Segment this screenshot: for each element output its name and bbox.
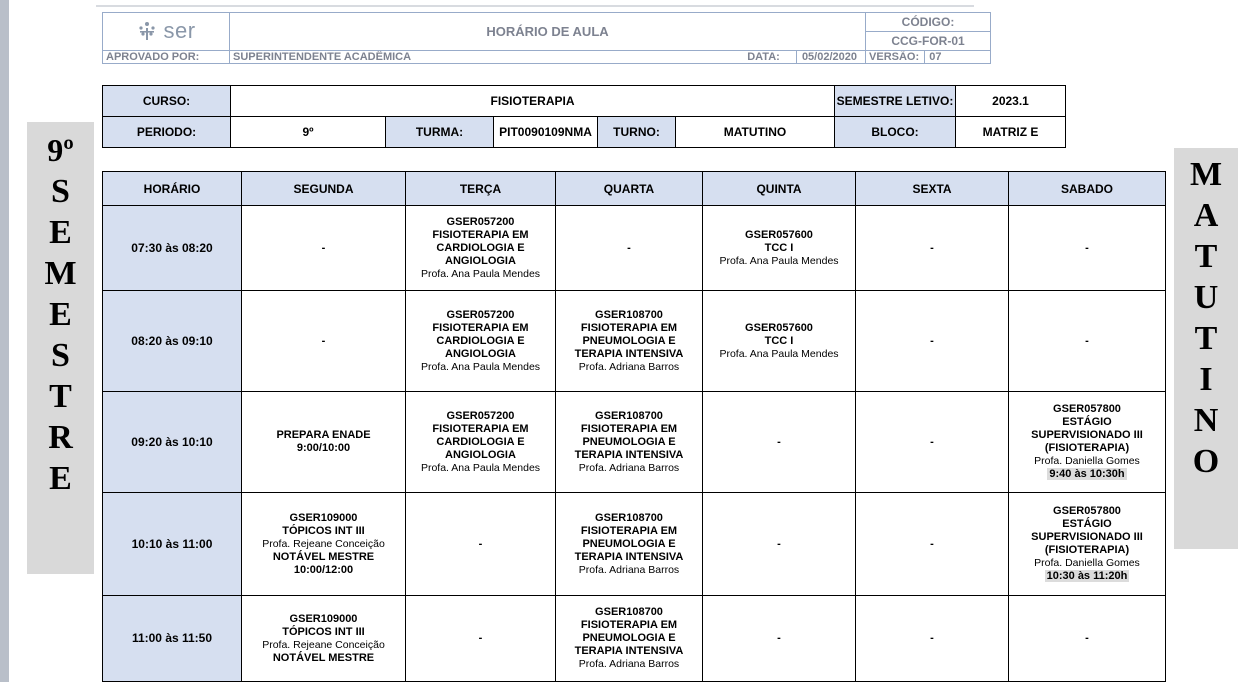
course-label: CURSO: <box>103 86 231 117</box>
professor-name: Profa. Adriana Barros <box>578 360 680 373</box>
cell-wednesday <box>556 291 703 392</box>
schedule-table <box>102 171 1166 682</box>
banner-letter: M <box>1189 156 1223 193</box>
document-header <box>102 12 991 64</box>
col-header-monday: SEGUNDA <box>242 172 406 206</box>
cell-friday: - <box>856 291 1009 392</box>
course-name-line: PNEUMOLOGIA E <box>582 537 676 550</box>
cell-friday: - <box>856 596 1009 682</box>
cell-saturday: - <box>1009 596 1166 682</box>
course-name-line: PNEUMOLOGIA E <box>582 334 676 347</box>
course-name-line: CARDIOLOGIA E <box>436 241 525 254</box>
cell-thursday: - <box>703 596 856 682</box>
course-value: FISIOTERAPIA <box>231 86 835 117</box>
period-value: 9º <box>231 117 386 148</box>
course-code: GSER057600 <box>745 321 813 334</box>
cell-tuesday <box>406 206 556 291</box>
banner-letter: S <box>51 337 70 374</box>
course-name-line: TERAPIA INTENSIVA <box>574 448 684 461</box>
code-value: CCG-FOR-01 <box>866 32 991 51</box>
semester-label: SEMESTRE LETIVO: <box>835 86 956 117</box>
block-value: MATRIZ E <box>956 117 1066 148</box>
professor-name: Profa. Ana Paula Mendes <box>719 347 839 360</box>
time-slot: 08:20 às 09:10 <box>103 291 242 392</box>
banner-letter: 9º <box>47 132 74 168</box>
col-header-tuesday: TERÇA <box>406 172 556 206</box>
time-slot: 10:10 às 11:00 <box>103 493 242 596</box>
cell-tuesday <box>406 291 556 392</box>
course-name-line: FISIOTERAPIA EM <box>580 524 678 537</box>
col-header-wednesday: QUARTA <box>556 172 703 206</box>
banner-letter: T <box>49 378 72 415</box>
window-edge <box>0 0 9 682</box>
table-row <box>103 291 1166 392</box>
time-slot: 07:30 às 08:20 <box>103 206 242 291</box>
banner-letter: M <box>44 255 77 292</box>
course-name-line: TERAPIA INTENSIVA <box>574 645 684 657</box>
professor-name: Profa. Adriana Barros <box>578 658 680 670</box>
approved-value <box>230 51 866 64</box>
cell-monday <box>242 493 406 596</box>
program-name: NOTÁVEL MESTRE <box>272 550 375 563</box>
cell-monday <box>242 392 406 493</box>
activity-name: PREPARA ENADE <box>276 429 371 441</box>
banner-letter: R <box>48 419 73 456</box>
cell-wednesday <box>556 596 703 682</box>
professor-name: Profa. Ana Paula Mendes <box>420 267 541 280</box>
course-name-line: TERAPIA INTENSIVA <box>574 550 684 563</box>
cell-saturday <box>1009 493 1166 596</box>
table-row <box>103 392 1166 493</box>
course-name-line: FISIOTERAPIA EM <box>432 228 529 241</box>
course-name-line: ESTÁGIO <box>1062 518 1112 530</box>
course-name-line: FISIOTERAPIA EM <box>580 321 678 334</box>
shift-value: MATUTINO <box>676 117 835 148</box>
cell-saturday <box>1009 392 1166 493</box>
professor-name: Profa. Ana Paula Mendes <box>420 360 541 373</box>
logo-cell <box>103 13 230 51</box>
banner-letter: U <box>1193 279 1219 316</box>
course-code: GSER108700 <box>595 606 663 618</box>
schedule-header-row <box>103 172 1166 206</box>
activity-time: 10:00/12:00 <box>293 563 354 576</box>
table-row <box>103 206 1166 291</box>
semester-banner <box>27 122 94 574</box>
course-code: GSER057800 <box>1053 403 1121 415</box>
table-row <box>103 596 1166 682</box>
cell-wednesday <box>556 392 703 493</box>
activity-time: 9:00/10:00 <box>296 442 351 454</box>
approved-label: APROVADO POR: <box>103 51 230 64</box>
logo-text: ser <box>163 18 196 43</box>
logo-mark-icon <box>136 20 158 42</box>
course-code: GSER108700 <box>595 511 663 524</box>
date-value: 05/02/2020 <box>796 51 857 63</box>
cell-tuesday: - <box>406 596 556 682</box>
cell-friday: - <box>856 206 1009 291</box>
professor-name: Profa. Ana Paula Mendes <box>420 461 541 474</box>
professor-name: Profa. Rejeane Conceição <box>262 638 385 651</box>
course-name-line: PNEUMOLOGIA E <box>582 632 676 644</box>
course-name-line: CARDIOLOGIA E <box>436 334 525 347</box>
approved-by-text: SUPERINTENDENTE ACADÊMICA <box>233 51 412 63</box>
course-code: GSER057800 <box>1053 505 1121 517</box>
cell-thursday <box>703 291 856 392</box>
course-name-line: ANGIOLOGIA <box>445 347 516 360</box>
course-code: GSER109000 <box>289 511 358 524</box>
course-code: GSER109000 <box>289 612 358 625</box>
col-header-thursday: QUINTA <box>703 172 856 206</box>
course-name-line: (FISIOTERAPIA) <box>1044 544 1130 556</box>
professor-name: Profa. Adriana Barros <box>578 563 680 576</box>
course-name-line: ESTÁGIO <box>1062 416 1112 428</box>
banner-letter: E <box>49 214 72 251</box>
course-name-line: TCC I <box>764 241 794 254</box>
course-name-line: FISIOTERAPIA EM <box>432 422 529 435</box>
cell-monday: - <box>242 291 406 392</box>
course-name-line: (FISIOTERAPIA) <box>1044 442 1130 454</box>
banner-letter: E <box>49 296 72 333</box>
course-code: GSER108700 <box>595 308 663 321</box>
course-name-line: TCC I <box>764 334 794 347</box>
cell-wednesday <box>556 493 703 596</box>
code-label: CÓDIGO: <box>866 13 991 32</box>
professor-name: Profa. Daniella Gomes <box>1034 455 1140 467</box>
professor-name: Profa. Rejeane Conceição <box>262 537 385 550</box>
course-name-line: TÓPICOS INT III <box>282 625 365 638</box>
course-name-line: FISIOTERAPIA EM <box>580 619 678 631</box>
cell-monday <box>242 596 406 682</box>
course-name-line: ANGIOLOGIA <box>445 254 516 267</box>
col-header-saturday: SABADO <box>1009 172 1166 206</box>
course-name-line: SUPERVISIONADO III <box>1031 531 1143 543</box>
course-name-line: SUPERVISIONADO III <box>1031 429 1143 441</box>
cell-monday: - <box>242 206 406 291</box>
cell-friday: - <box>856 493 1009 596</box>
period-label: PERIODO: <box>103 117 231 148</box>
cell-tuesday <box>406 392 556 493</box>
banner-letter: N <box>1193 402 1219 439</box>
course-info-table <box>102 85 1066 148</box>
cell-wednesday: - <box>556 206 703 291</box>
course-name-line: PNEUMOLOGIA E <box>582 435 676 448</box>
class-label: TURMA: <box>386 117 494 148</box>
cell-friday: - <box>856 392 1009 493</box>
version-value: 07 <box>924 51 941 63</box>
class-time-highlight: 9:40 às 10:30h <box>1049 468 1125 480</box>
course-code: GSER108700 <box>595 409 663 422</box>
cell-saturday: - <box>1009 206 1166 291</box>
banner-letter: O <box>1192 443 1220 480</box>
shift-label: TURNO: <box>598 117 676 148</box>
course-name-line: FISIOTERAPIA EM <box>432 321 529 334</box>
course-name-line: FISIOTERAPIA EM <box>580 422 678 435</box>
course-name-line: TÓPICOS INT III <box>282 524 365 537</box>
time-slot: 09:20 às 10:10 <box>103 392 242 493</box>
col-header-time: HORÁRIO <box>103 172 242 206</box>
program-name: NOTÁVEL MESTRE <box>272 651 375 664</box>
semester-value: 2023.1 <box>956 86 1066 117</box>
cell-tuesday: - <box>406 493 556 596</box>
cell-saturday: - <box>1009 291 1166 392</box>
document-title: HORÁRIO DE AULA <box>230 13 866 51</box>
table-row <box>103 493 1166 596</box>
date-label: DATA: <box>747 51 780 63</box>
course-code: GSER057200 <box>446 308 515 321</box>
banner-letter: E <box>49 460 72 497</box>
professor-name: Profa. Ana Paula Mendes <box>719 254 839 267</box>
banner-letter: S <box>51 173 70 210</box>
page-top-rule <box>96 5 974 7</box>
time-slot: 11:00 às 11:50 <box>103 596 242 682</box>
banner-letter: T <box>1194 238 1218 275</box>
cell-thursday: - <box>703 392 856 493</box>
course-name-line: TERAPIA INTENSIVA <box>574 347 684 360</box>
banner-letter: T <box>1194 320 1218 357</box>
course-code: GSER057600 <box>745 228 813 241</box>
class-value: PIT0090109NMA <box>494 117 598 148</box>
banner-letter: I <box>1199 361 1213 398</box>
professor-name: Profa. Adriana Barros <box>578 461 680 474</box>
course-name-line: ANGIOLOGIA <box>445 448 516 461</box>
professor-name: Profa. Daniella Gomes <box>1034 557 1140 569</box>
ser-logo <box>136 18 195 44</box>
shift-banner <box>1174 148 1238 549</box>
col-header-friday: SEXTA <box>856 172 1009 206</box>
course-code: GSER057200 <box>446 215 515 228</box>
banner-letter: A <box>1193 197 1219 234</box>
cell-thursday: - <box>703 493 856 596</box>
course-code: GSER057200 <box>446 409 515 422</box>
course-name-line: CARDIOLOGIA E <box>436 435 525 448</box>
version-label: VERSÃO: <box>869 51 920 63</box>
version-cell <box>866 51 991 64</box>
class-time-highlight: 10:30 às 11:20h <box>1046 570 1128 582</box>
cell-thursday <box>703 206 856 291</box>
block-label: BLOCO: <box>835 117 956 148</box>
